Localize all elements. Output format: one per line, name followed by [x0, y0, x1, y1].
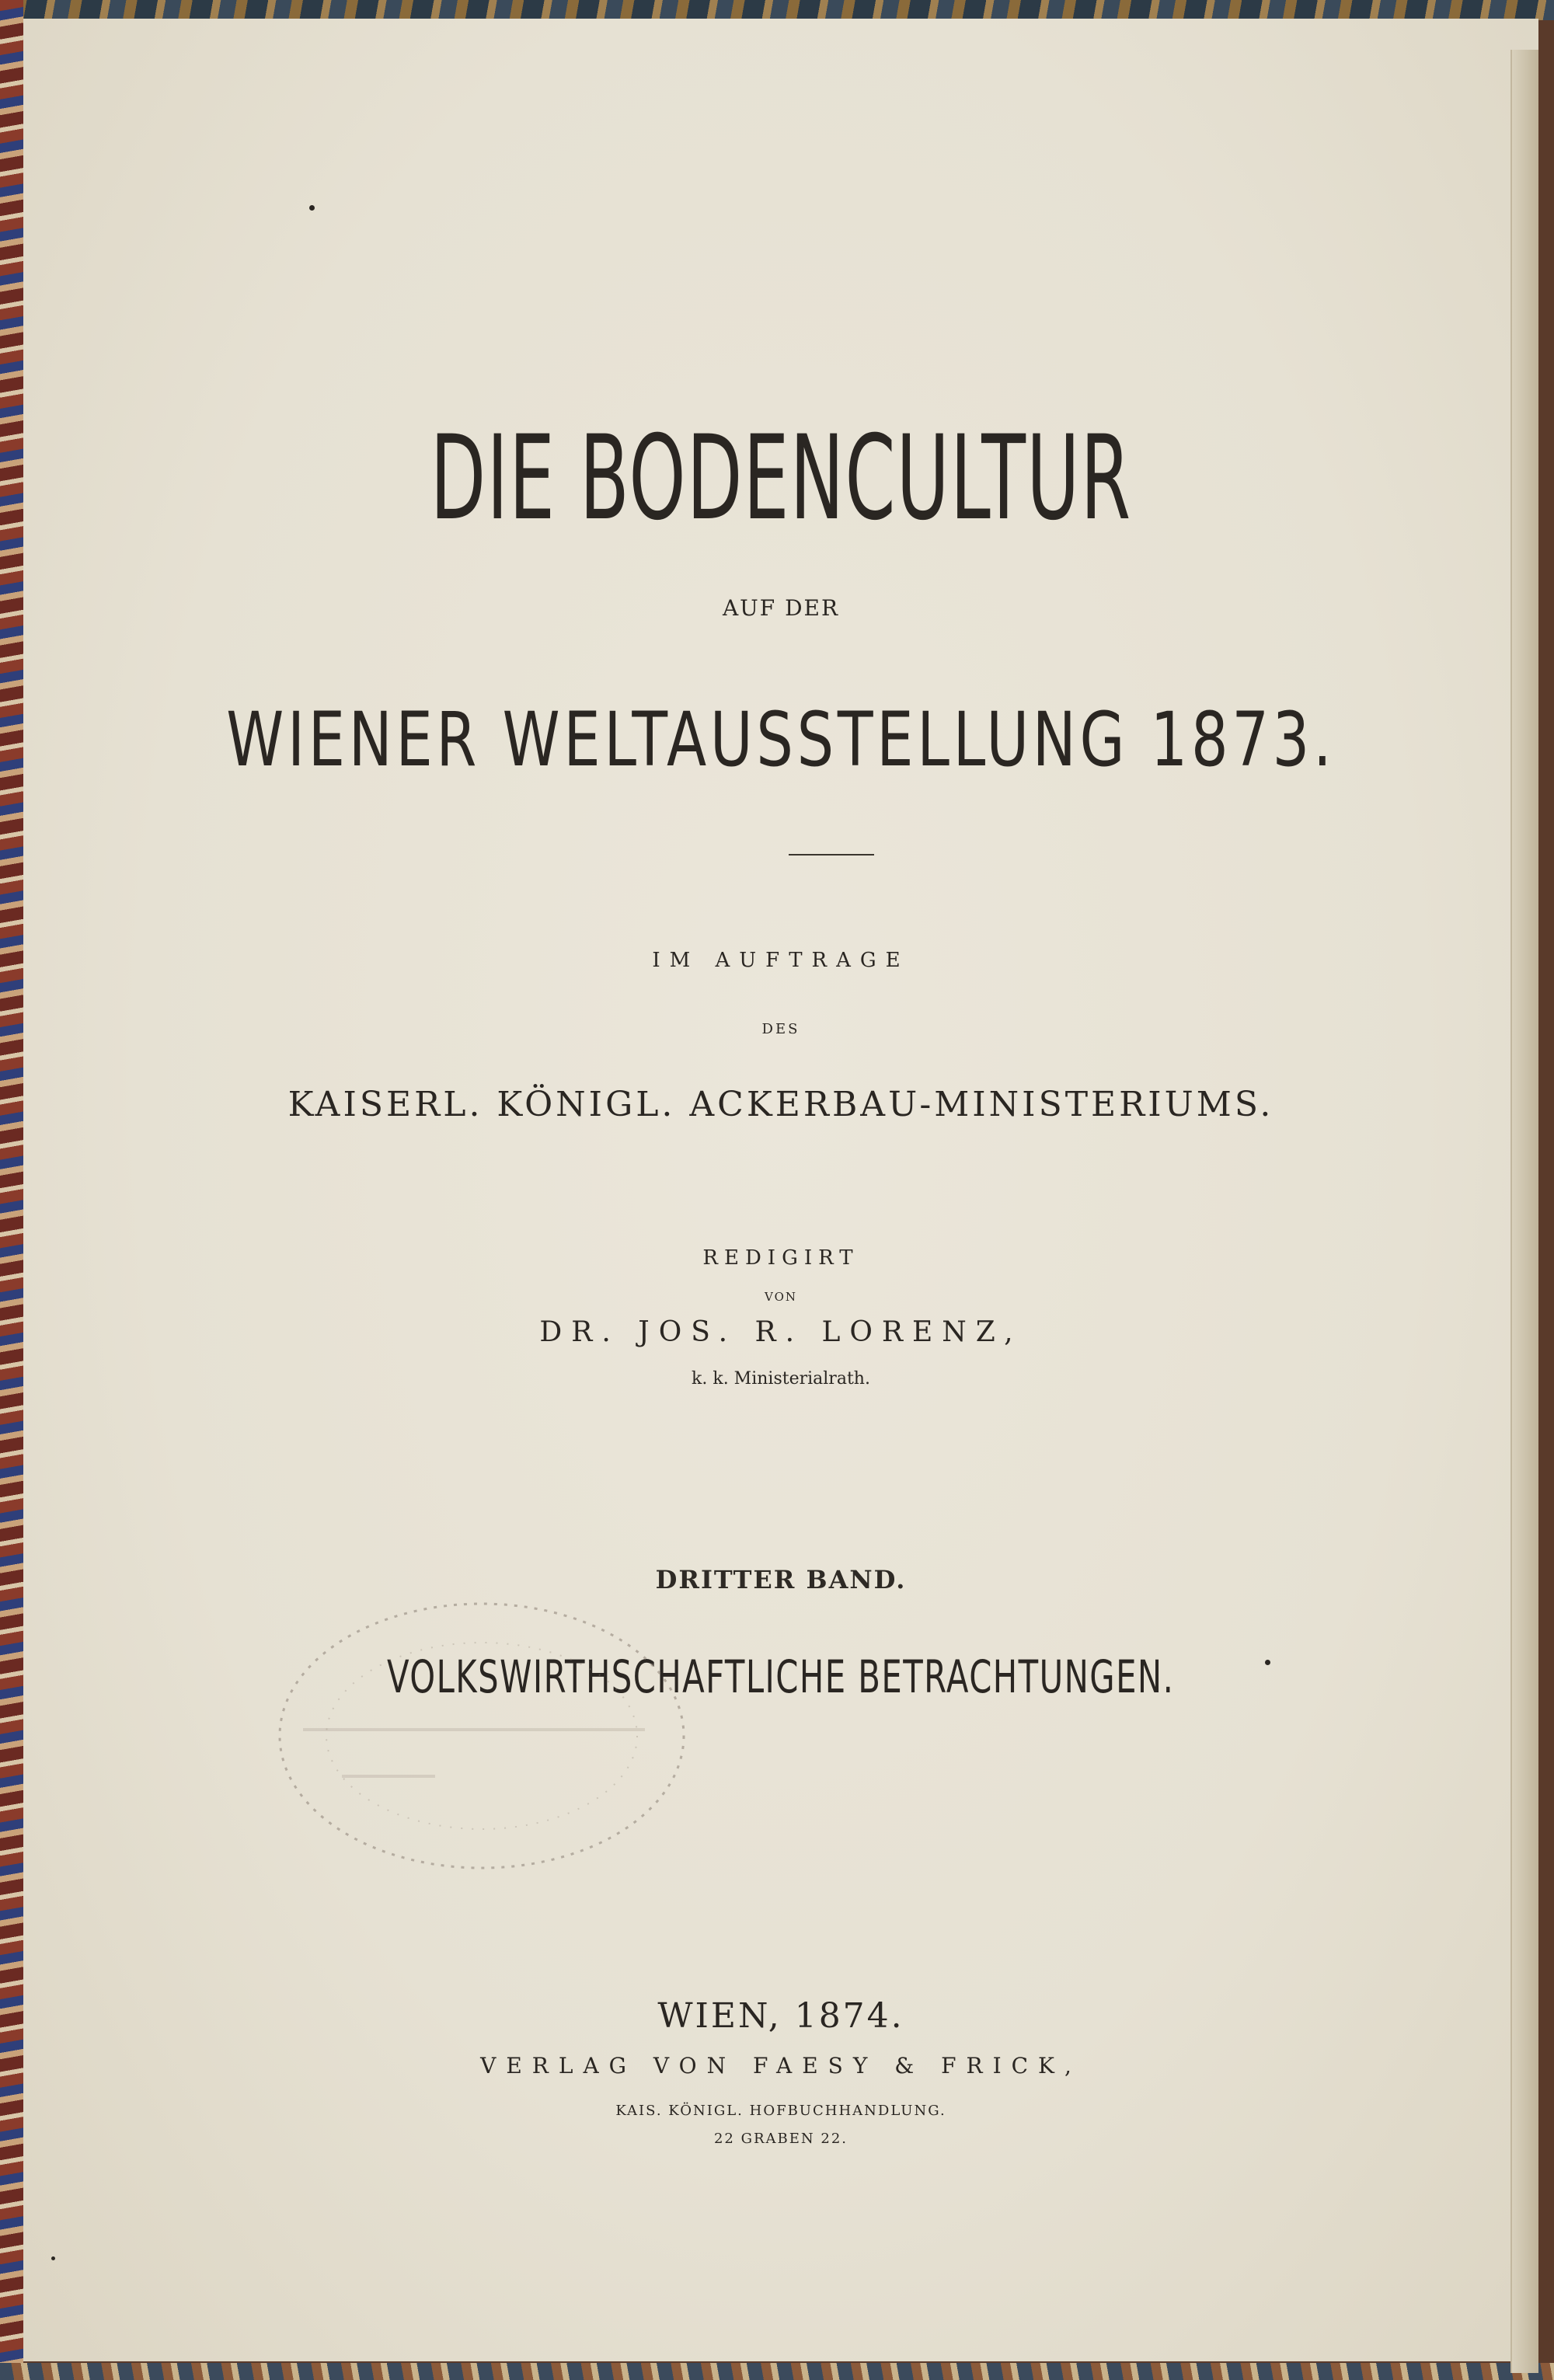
publisher-line: VERLAG VON FAESY & FRICK,	[480, 2053, 1082, 2079]
title-page	[23, 19, 1538, 2361]
im-auftrage-line: IM AUFTRAGE	[652, 949, 910, 972]
library-stamp-faded	[272, 1596, 692, 1876]
volume-number: DRITTER BAND.	[655, 1565, 907, 1594]
ink-speck	[51, 2256, 55, 2260]
von-line: VON	[765, 1290, 797, 1304]
publisher-address: 22 GRABEN 22.	[713, 2131, 848, 2147]
marbled-board-top	[0, 0, 1554, 20]
volume-title: VOLKSWIRTHSCHAFTLICHE BETRACHTUNGEN.	[387, 1650, 1175, 1703]
editor-title: k. k. Ministerialrath.	[692, 1369, 870, 1389]
editor-name: DR. JOS. R. LORENZ,	[539, 1316, 1023, 1348]
exhibition-title: WIENER WELTAUSSTELLUNG 1873.	[226, 696, 1336, 783]
redigirt-line: REDIGIRT	[702, 1246, 859, 1270]
ink-speck	[309, 205, 315, 211]
marbled-board-bottom	[0, 2363, 1554, 2380]
ink-speck	[1265, 1660, 1270, 1665]
subtitle-auf-der: AUF DER	[722, 595, 840, 621]
publisher-subline: KAIS. KÖNIGL. HOFBUCHHANDLUNG.	[615, 2103, 946, 2119]
ministry-line: KAISERL. KÖNIGL. ACKERBAU-MINISTERIUMS.	[287, 1085, 1274, 1124]
place-and-year: WIEN, 1874.	[657, 1996, 904, 2036]
divider-rule	[789, 854, 874, 855]
marbled-board-left	[0, 0, 23, 2380]
des-line: DES	[761, 1021, 800, 1037]
main-title: DIE BODENCULTUR	[430, 411, 1132, 546]
